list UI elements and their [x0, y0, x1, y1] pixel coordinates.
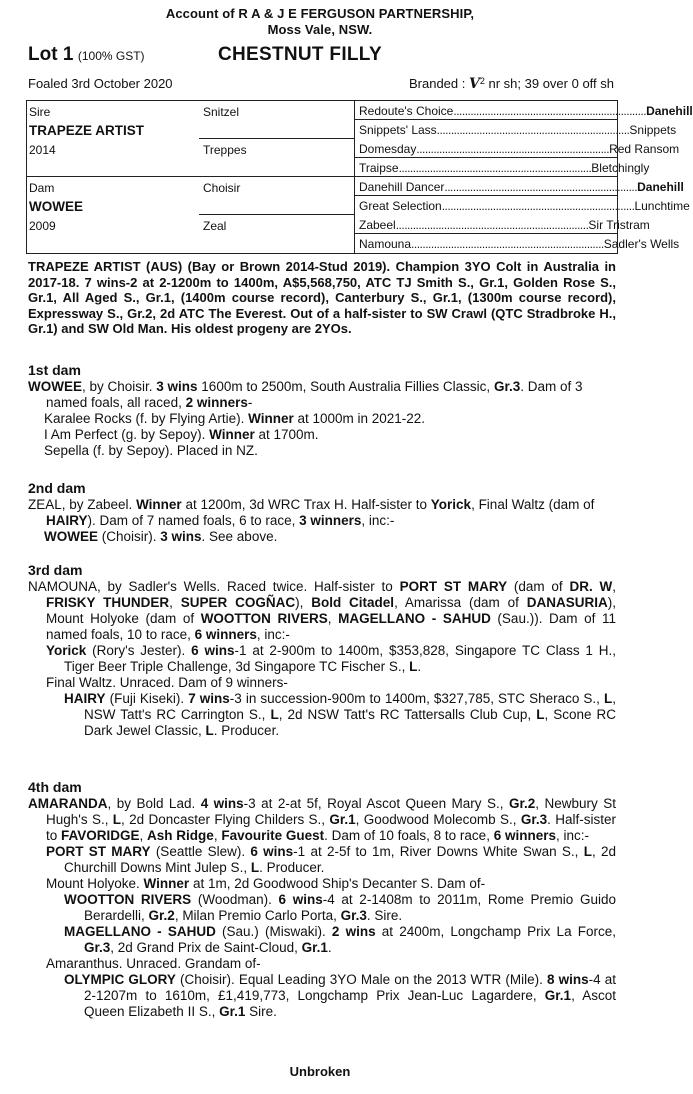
lot-sex-colour: CHESTNUT FILLY — [218, 44, 382, 65]
brand-mark-icon: V — [468, 76, 480, 92]
dam-name: WOWEE — [29, 199, 83, 214]
sire-notes: TRAPEZE ARTIST (AUS) (Bay or Brown 2014-Stud 2019). Champion 3YO Colt in Australia in 2017-18. 7 wins-2 at 2-1200m to 1400m, A$5,568,750, ATC TJ Smith S., Gr.1, Golden Rose S., Gr.1, All Aged S., Gr.1, (1400m course record), Canterbury S., Gr.1, (1300m course record), Expressway S., Gr.2, 2d ATC The Everest. Out of a half-sister to SW Crawl (QTC Stradbroke H., Gr.1) and SW Old Man. His oldest progeny are 2YOs. — [28, 259, 616, 336]
fourth-dam-text: AMARANDA, by Bold Lad. 4 wins-3 at 2-at 5f, Royal Ascot Queen Mary S., Gr.2, Newbury St Hugh's S., L, 2d Doncaster Flying Childers S., Gr.1, Goodwood Molecomb S., Gr.3. Half-sister to FAVORIDGE, Ash Ridge, Favourite Guest. Dam of 10 foals, 8 to race, 6 winners, inc:- PORT ST MARY (Seattle Slew). 6 wins-1 at 2-5f to 1m, River Downs White Swan S., L, 2d Churchill Downs Mint Julep S., L. Producer. Mount Holyoke. Winner at 1m, 2d Goodwood Ship's Decanter S. Dam of- WOOTTON RIVERS (Woodman). 6 wins-4 at 2-1408m to 2011m, Rome Premio Guido Berardelli, Gr.2, Milan Premio Carlo Porta, Gr.3. Sire. MAGELLANO - SAHUD (Sau.) (Miswaki). 2 wins at 2400m, Longchamp Prix La Force, Gr.3, 2d Grand Prix de Saint-Cloud, Gr.1. Amaranthus. Unraced. Grandam of- OLYMPIC GLORY (Choisir). Equal Leading 3YO Male on the 2013 WTR (Mile). 8 wins-4 at 2-1207m to 1610m, £1,419,773, Longchamp Prix Jean-Luc Lagardere, Gr.1, Ascot Queen Elizabeth II S., Gr.1 Sire. — [28, 796, 617, 1019]
foal-row: Mount Holyoke. Winner at 1m, 2d Goodwood Ship's Decanter S. Dam of- — [46, 876, 486, 891]
sire-label: Sire — [29, 105, 51, 119]
branded-label: Branded : — [408, 76, 466, 91]
grand-foal-row: HAIRY (Fuji Kiseki). 7 wins-3 in succession-900m to 1400m, $327,785, STC Sheraco S., L, NSW Tatt's RC Carrington S., L, 2d NSW Tatt's RC Tattersalls Club Cup, L, Scone RC Dark Jewel Classic, L. Producer. — [64, 691, 617, 738]
sire-name: TRAPEZE ARTIST — [29, 123, 145, 138]
foal-row: PORT ST MARY (Seattle Slew). 6 wins-1 at 2-5f to 1m, River Downs White Swan S., L, 2d Churchill Downs Mint Julep S., L. Producer. — [46, 844, 616, 875]
vendor-account: Account of R A & J E FERGUSON PARTNERSHIP, — [165, 6, 475, 21]
foaled-line — [28, 76, 614, 91]
vendor-location: Moss Vale, NSW. — [267, 22, 373, 37]
fourth-dam-heading: 4th dam — [28, 779, 82, 795]
foal-row: Yorick (Rory's Jester). 6 wins-1 at 2-900m to 1400m, $353,828, Singapore TC Class 1 H., Tiger Beer Triple Challenge, 3d Singapore TC Fischer S., L. — [46, 643, 617, 674]
sire-dam: Treppes — [203, 143, 247, 157]
second-dam-text: ZEAL, by Zabeel. Winner at 1200m, 3d WRC Trax H. Half-sister to Yorick, Final Waltz (dam of HAIRY). Dam of 7 named foals, 6 to race, 3 winners, inc:- WOWEE (Choisir). 3 wins. See above. — [28, 497, 616, 545]
g3-row: Traipse .................................................................... Bletchingly — [359, 161, 650, 175]
status-unbroken: Unbroken — [289, 1064, 351, 1079]
g3-row: Redoute's Choice .................................................................... Danehill — [359, 104, 693, 118]
sire-sire: Snitzel — [203, 105, 240, 119]
foal-row: Amaranthus. Unraced. Grandam of- — [46, 956, 261, 971]
g3-row: Danehill Dancer .................................................................... Danehill — [359, 180, 684, 194]
grand-foal-row: MAGELLANO - SAHUD (Sau.) (Miswaki). 2 wins at 2400m, Longchamp Prix La Force, Gr.3, 2d Grand Prix de Saint-Cloud, Gr.1. — [64, 924, 617, 955]
grand-foal-row: OLYMPIC GLORY (Choisir). Equal Leading 3YO Male on the 2013 WTR (Mile). 8 wins-4 at 2-1207m to 1610m, £1,419,773, Longchamp Prix Jean-Luc Lagardere, Gr.1, Ascot Queen Elizabeth II S., Gr.1 Sire. — [64, 972, 617, 1019]
first-dam-heading: 1st dam — [28, 362, 81, 378]
dam-year: 2009 — [29, 219, 56, 233]
foal-row: I Am Perfect (g. by Sepoy). Winner at 1700m. — [44, 427, 319, 442]
foal-row: WOWEE (Choisir). 3 wins. See above. — [44, 529, 278, 544]
pedigree-table — [26, 100, 693, 254]
lot-number: Lot 1 — [28, 44, 74, 65]
gst-note: (100% GST) — [77, 49, 145, 63]
g3-row: Domesday .................................................................... Red Ransom — [359, 142, 680, 156]
brand-info: Branded : $V^2$ nr sh; 39 over 0 off sh — [408, 76, 614, 92]
foaled-date: Foaled 3rd October 2020 — [28, 76, 173, 91]
lot-line — [28, 44, 628, 68]
brand-detail: nr sh; 39 over 0 off sh — [488, 76, 614, 91]
foal-row: Sepella (f. by Sepoy). Placed in NZ. — [44, 443, 258, 458]
third-dam-heading: 3rd dam — [28, 562, 83, 578]
g3-row: Snippets' Lass .................................................................... Snippets — [359, 123, 677, 137]
g3-row: Zabeel .................................................................... Sir Tristram — [359, 218, 650, 232]
first-dam-text: WOWEE, by Choisir. 3 wins 1600m to 2500m, South Australia Fillies Classic, Gr.3. Dam of 3 named foals, all raced, 2 winners- Karalee Rocks (f. by Flying Artie). Winner at 1000m in 2021-22. I Am Perfect (g. by Sepoy). Winner at 1700m. Sepella (f. by Sepoy). Placed in NZ. — [28, 379, 616, 459]
g3-row: Namouna .................................................................... Sadler's Wells — [359, 237, 680, 251]
dam-sire: Choisir — [203, 181, 241, 195]
grand-foal-row: WOOTTON RIVERS (Woodman). 6 wins-4 at 2-1408m to 2011m, Rome Premio Guido Berardelli, Gr.2, Milan Premio Carlo Porta, Gr.3. Sire. — [64, 892, 616, 923]
third-dam-text: NAMOUNA, by Sadler's Wells. Raced twice. Half-sister to PORT ST MARY (dam of DR. W, FRISKY THUNDER, SUPER COGÑAC), Bold Citadel, Amarissa (dam of DANASURIA), Mount Holyoke (dam of WOOTTON RIVERS, MAGELLANO - SAHUD (Sau.)). Dam of 11 named foals, 10 to race, 6 winners, inc:- Yorick (Rory's Jester). 6 wins-1 at 2-900m to 1400m, $353,828, Singapore TC Class 1 H., Tiger Beer Triple Challenge, 3d Singapore TC Fischer S., L. Final Waltz. Unraced. Dam of 9 winners- HAIRY (Fuji Kiseki). 7 wins-3 in succession-900m to 1400m, $327,785, STC Sheraco S., L, NSW Tatt's RC Carrington S., L, 2d NSW Tatt's RC Tattersalls Club Cup, L, Scone RC Dark Jewel Classic, L. Producer. — [28, 579, 617, 738]
dam-dam: Zeal — [203, 219, 227, 233]
dam-label: Dam — [29, 181, 55, 195]
sire-year: 2014 — [29, 143, 56, 157]
foal-row: Karalee Rocks (f. by Flying Artie). Winner at 1000m in 2021-22. — [44, 411, 426, 426]
g3-row: Great Selection .................................................................... Lunchtime — [359, 199, 690, 213]
second-dam-heading: 2nd dam — [28, 480, 86, 496]
foal-row: Final Waltz. Unraced. Dam of 9 winners- — [46, 675, 288, 690]
